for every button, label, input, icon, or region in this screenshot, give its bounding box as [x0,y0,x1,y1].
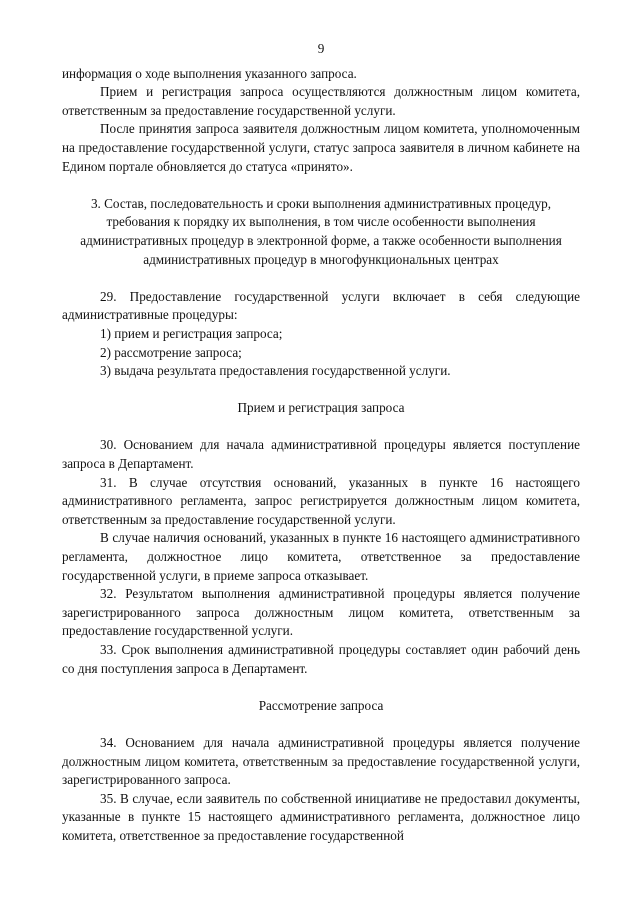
item-31-refusal: В случае наличия оснований, указанных в пункте 16 настоящего административного регламента, должностное лицо комитета, ответственное за предоставление государственной услуги, в приеме запроса отказывает. [62,530,580,583]
subsection-title-reception: Прием и регистрация запроса [237,400,405,416]
item-30: 30. Основанием для начала административной процедуры является поступление запроса в Департамент. [62,437,580,472]
item-35: 35. В случае, если заявитель по собственной инициативе не предоставил документы, указанные в пункте 15 настоящего административного регламента, должностное лицо комитета, ответственное за предоставление государственной [62,790,580,843]
spacer [62,176,580,195]
item-29-list-3: 3) выдача результата предоставления государственной услуги. [100,363,451,379]
item-29-list-2: 2) рассмотрение запроса; [100,344,242,360]
item-33: 33. Срок выполнения административной процедуры составляет один рабочий день со дня поступления запроса в Департамент. [62,642,580,676]
item-31: 31. В случае отсутствия оснований, указанных в пункте 16 настоящего административного регламента, запрос регистрируется должностным лицом комитета, ответственным за предоставление государственной услуги. [62,474,580,527]
intro-paragraph-3: После принятия запроса заявителя должностным лицом комитета, уполномоченным на предоставление государственной услуги, статус запроса заявителя в личном кабинете на Едином портале обновляется до статуса «принято». [62,121,580,174]
spacer [62,418,580,437]
section-3-title: 3. Состав, последовательность и сроки выполнения административных процедур, требования к порядку их выполнения, в том числе особенности выполнения административных процедур в электронной форме, а также особенности выполнения административных процедур в многофункциональных центрах [80,195,562,267]
item-34: 34. Основанием для начала административной процедуры является получение должностным лицом комитета, ответственным за предоставление государственной услуги, зарегистрированного запроса. [62,734,580,788]
spacer [62,269,580,288]
intro-paragraph-2: Прием и регистрация запроса осуществляются должностным лицом комитета, ответственным за предоставление государственной услуги. [62,84,580,118]
spacer [62,678,580,697]
intro-paragraph-1: информация о ходе выполнения указанного запроса. [62,65,357,81]
spacer [62,381,580,400]
spacer [62,715,580,734]
item-29: 29. Предоставление государственной услуги включает в себя следующие административные процедуры: [62,288,580,323]
item-29-list-1: 1) прием и регистрация запроса; [100,325,283,341]
page-number: 9 [317,41,325,56]
item-32: 32. Результатом выполнения административной процедуры является получение зарегистрированного запроса должностным лицом комитета, ответственным за предоставление государственной услуги. [62,586,580,639]
subsection-title-review: Рассмотрение запроса [258,697,384,713]
